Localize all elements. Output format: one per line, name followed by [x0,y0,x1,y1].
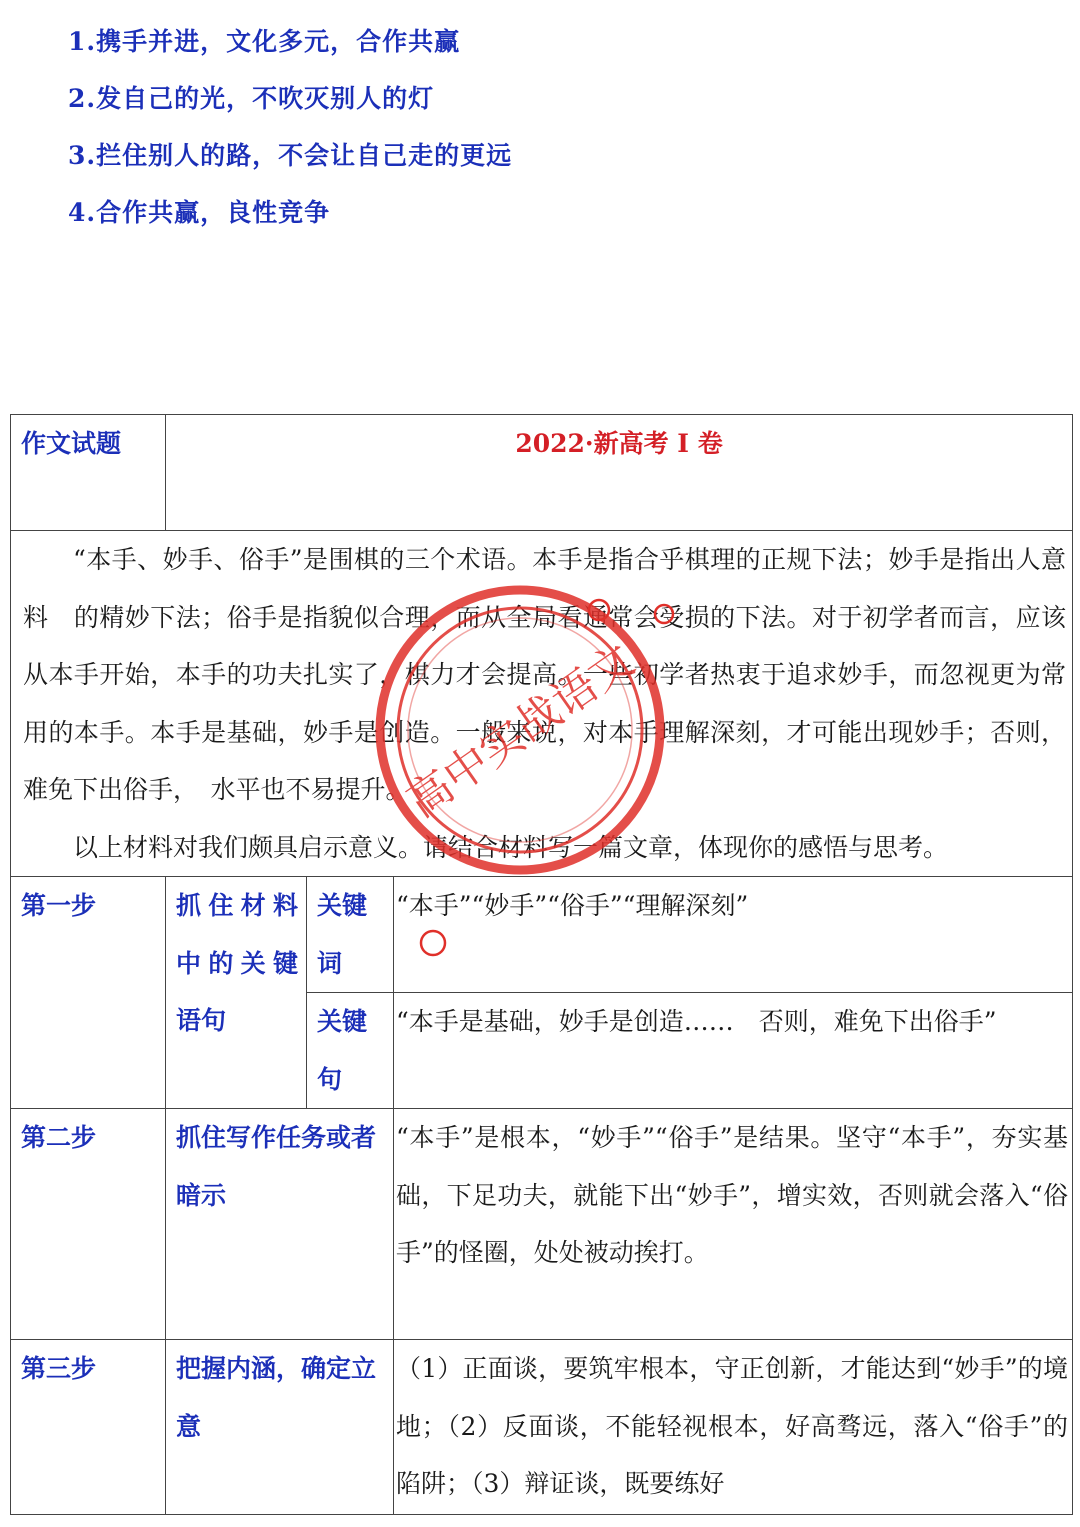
essay-material [11,531,1073,877]
theme-item: 2.发自己的光，不吹灭别人的灯 [68,84,435,113]
step3-task: 把握内涵，确定立意 [166,1340,394,1515]
material-paragraph: 以上材料对我们颇具启示意义。请结合材料写一篇文章，体现你的感悟与思考。 [73,832,949,862]
theme-item: 1.携手并进，文化多元，合作共赢 [68,27,461,56]
step1-key-sentence: “本手是基础，妙手是创造…… 否则，难免下出俗手” [394,993,1073,1109]
essay-analysis-table [10,414,1073,1515]
step2-label: 第二步 [11,1109,166,1340]
watermark-text: 高中实战语文 [398,634,644,828]
material-paragraph: “本手、妙手、俗手”是围棋的三个术语。本手是指合乎棋理的正规下法；妙手是指出人意料 的精妙下法；俗手是指貌似合理，而从全局看通常会受损的下法。对于初学者而言，应该从本手开始，本手的功夫扎实了，棋力才会提高。一些初学者热衷于追求妙手，而忽视更为常用的本手。本手是基础，妙手是创造。一般来说，对本手理解深刻，才可能出现妙手；否则，难免下出俗手， 水平也不易提升。 [23,545,1067,804]
theme-item: 4.合作共赢，良性竞争 [68,198,331,227]
step1-row2-label: 关键句 [307,993,394,1109]
theme-list [68,22,512,250]
header-label: 作文试题 [11,415,166,531]
step1-row1-label: 关键词 [307,877,394,993]
step3-content: （1）正面谈，要筑牢根本，守正创新，才能达到“妙手”的境地；（2）反面谈，不能轻视根本，好高骛远，落入“俗手”的陷阱；（3）辩证谈，既要练好 [394,1340,1073,1515]
step3-label: 第三步 [11,1340,166,1515]
theme-item: 3.拦住别人的路，不会让自己走的更远 [68,141,513,170]
step1-task: 抓住材料中的关键语句 [166,877,307,1109]
exam-title: 2022·新高考 I 卷 [166,415,1073,531]
step2-task: 抓住写作任务或者暗示 [166,1109,394,1340]
step1-keywords: “本手”“妙手”“俗手”“理解深刻” [394,877,1073,993]
step2-content: “本手”是根本，“妙手”“俗手”是结果。坚守“本手”，夯实基础，下足功夫，就能下出“妙手”，增实效，否则就会落入“俗手”的怪圈，处处被动挨打。 [394,1109,1073,1340]
step1-label: 第一步 [11,877,166,1109]
